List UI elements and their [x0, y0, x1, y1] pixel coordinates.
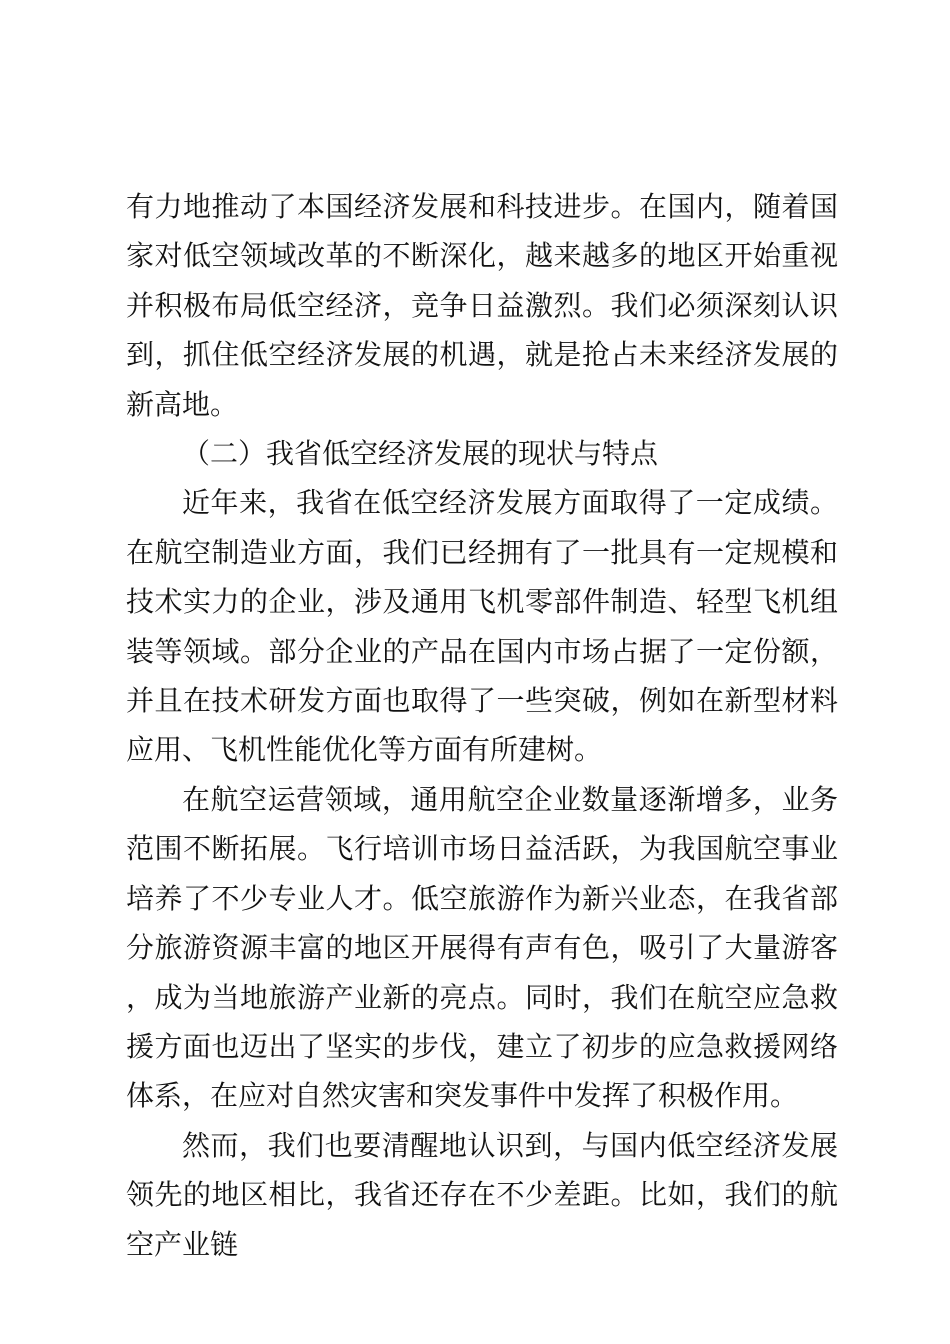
paragraph-manufacturing: 近年来，我省在低空经济发展方面取得了一定成绩。在航空制造业方面，我们已经拥有了一批具有一定规模和技术实力的企业，涉及通用飞机零部件制造、轻型飞机组装等领域。部分企业的产品在国内市场占据了一定份额，并且在技术研发方面也取得了一些突破，例如在新型材料应用、飞机性能优化等方面有所建树。 — [126, 486, 838, 767]
document-body — [126, 182, 838, 1269]
paragraph-gaps: 然而，我们也要清醒地认识到，与国内低空经济发展领先的地区相比，我省还存在不少差距。比如，我们的航空产业链 — [126, 1128, 838, 1261]
section-heading: （二）我省低空经济发展的现状与特点 — [182, 437, 659, 471]
paragraph-operations: 在航空运营领域，通用航空企业数量逐渐增多，业务范围不断拓展。飞行培训市场日益活跃，为我国航空事业培养了不少专业人才。低空旅游作为新兴业态，在我省部分旅游资源丰富的地区开展得有声有色，吸引了大量游客，成为当地旅游产业新的亮点。同时，我们在航空应急救援方面也迈出了坚实的步伐，建立了初步的应急救援网络体系，在应对自然灾害和突发事件中发挥了积极作用。 — [126, 782, 838, 1113]
paragraph-continuation: 有力地推动了本国经济发展和科技进步。在国内，随着国家对低空领域改革的不断深化，越来越多的地区开始重视并积极布局低空经济，竞争日益激烈。我们必须深刻认识到，抓住低空经济发展的机遇，就是抢占未来经济发展的新高地。 — [126, 190, 838, 421]
